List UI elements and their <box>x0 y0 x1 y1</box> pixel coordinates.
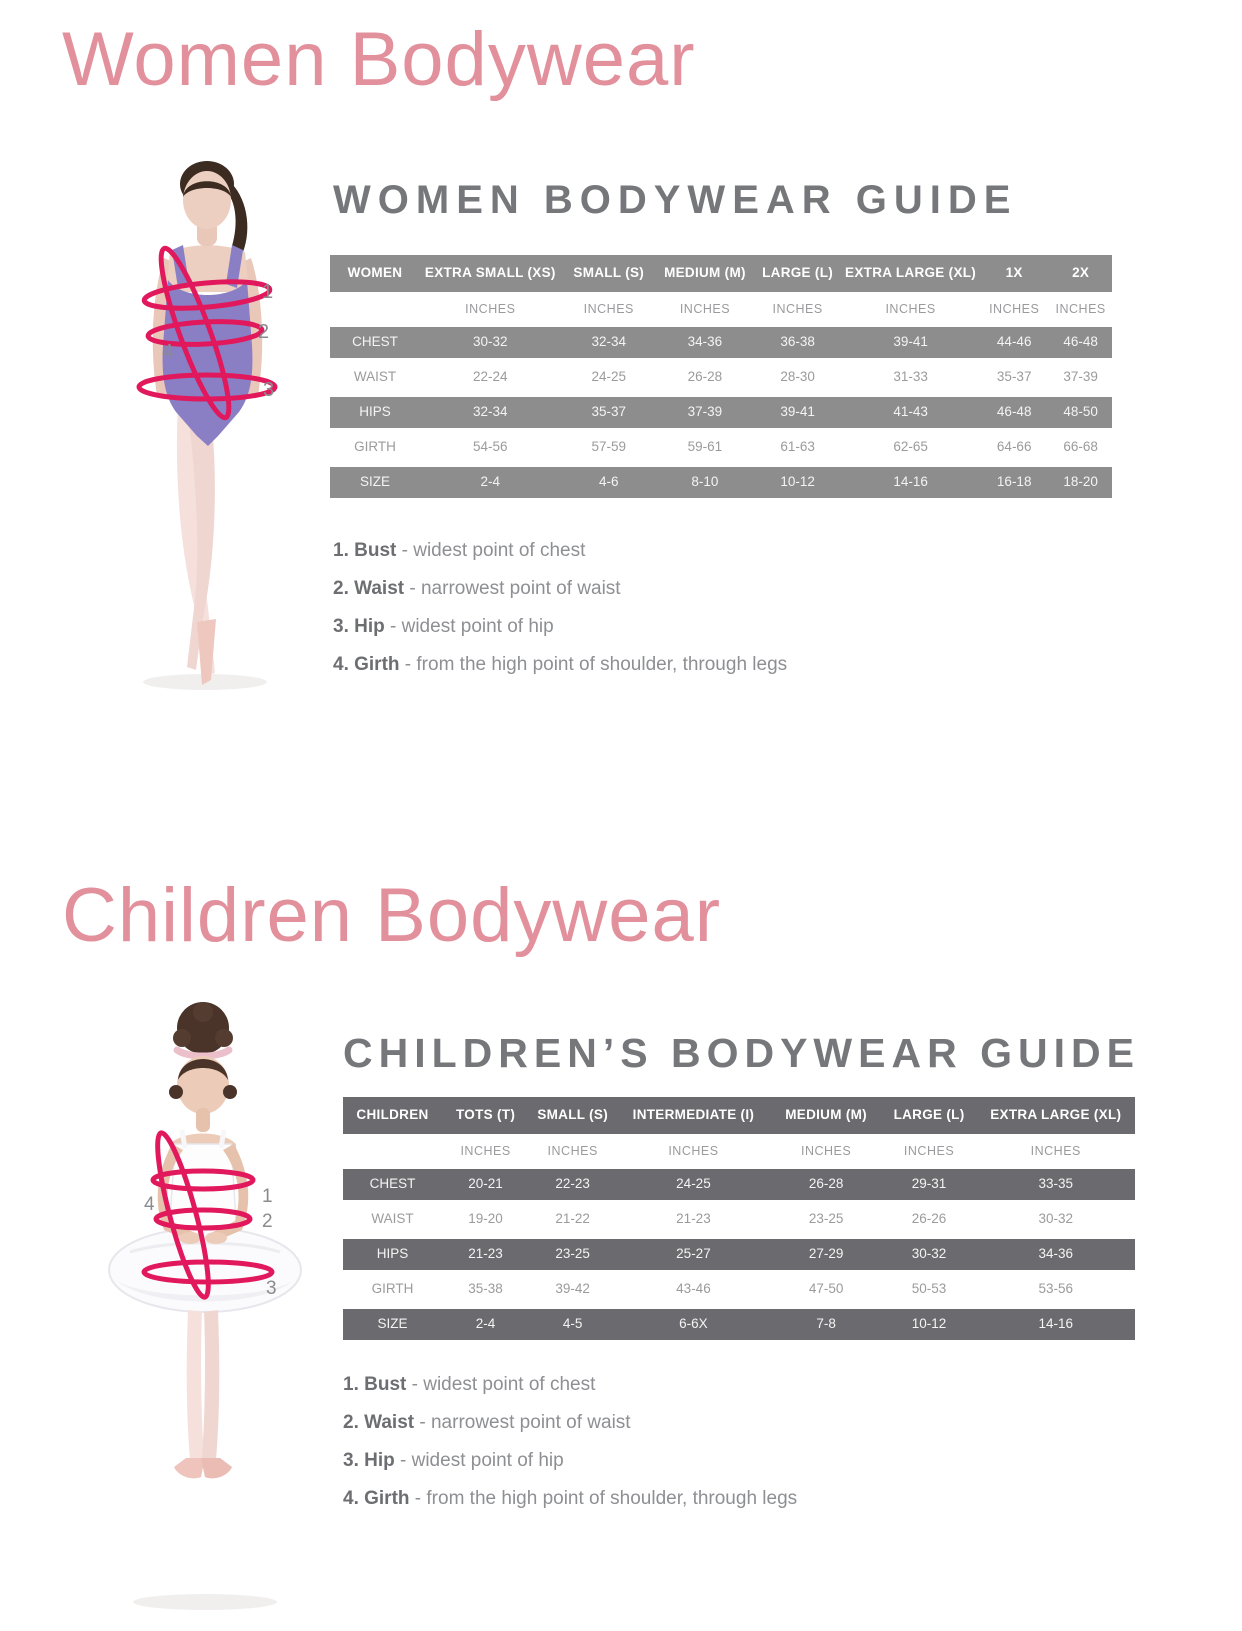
table-cell: 53-56 <box>1038 1281 1074 1297</box>
table-cell: 26-26 <box>911 1211 947 1227</box>
table-cell: 4-5 <box>562 1316 583 1332</box>
women-ring-label-2: 2 <box>258 321 270 343</box>
table-units-row <box>343 1138 1135 1165</box>
table-cell: WOMEN <box>347 265 403 281</box>
table-cell: CHEST <box>352 334 398 350</box>
table-cell: HIPS <box>359 404 391 420</box>
table-cell: EXTRA LARGE (XL) <box>845 265 977 281</box>
table-cell: 36-38 <box>780 334 815 350</box>
women-ring-label-4: 4 <box>162 341 174 363</box>
table-cell: 37-39 <box>687 404 723 420</box>
note-term: 2. Waist <box>333 578 405 599</box>
table-cell: 21-23 <box>676 1211 711 1227</box>
children-section-heading: Children Bodywear <box>62 873 722 958</box>
note-description: - widest point of hip <box>384 616 554 637</box>
table-cell: MEDIUM (M) <box>664 265 746 281</box>
table-cell: 33-35 <box>1038 1176 1074 1192</box>
table-cell: 28-30 <box>780 369 815 385</box>
table-cell: 18-20 <box>1063 474 1098 490</box>
children-ring-label-1: 1 <box>262 1186 273 1207</box>
table-header-row <box>330 255 1112 292</box>
table-cell: 10-12 <box>780 474 815 490</box>
table-cell: 32-34 <box>473 404 508 420</box>
table-cell: 1X <box>1005 265 1023 281</box>
children-measurement-notes <box>343 1374 797 1526</box>
table-cell: 2X <box>1072 265 1090 281</box>
women-figure-illustration <box>60 140 340 700</box>
table-cell: EXTRA SMALL (XS) <box>424 265 556 281</box>
table-cell: 59-61 <box>687 439 723 455</box>
table-cell: 43-46 <box>676 1281 711 1297</box>
table-cell: 35-37 <box>996 369 1032 385</box>
table-cell: INCHES <box>903 1143 955 1158</box>
table-cell: 20-21 <box>468 1176 503 1192</box>
table-cell: 50-53 <box>911 1281 947 1297</box>
table-cell: 35-37 <box>591 404 627 420</box>
note-description: - narrowest point of waist <box>414 1412 631 1433</box>
table-units-row <box>330 296 1112 323</box>
table-cell: 21-22 <box>555 1211 590 1227</box>
table-cell: INCHES <box>465 301 516 316</box>
women-section-heading: Women Bodywear <box>62 17 696 102</box>
children-dancer-image <box>100 980 340 1620</box>
table-cell: 27-29 <box>808 1246 844 1262</box>
note-term: 1. Bust <box>333 540 397 561</box>
table-cell: WAIST <box>353 369 397 385</box>
table-cell: 23-25 <box>555 1246 590 1262</box>
note-term: 3. Hip <box>333 616 385 637</box>
table-cell: TOTS (T) <box>455 1107 516 1123</box>
table-cell: 54-56 <box>473 439 508 455</box>
table-row <box>330 327 1112 358</box>
table-cell: 21-23 <box>468 1246 503 1262</box>
table-cell: LARGE (L) <box>893 1107 965 1123</box>
table-cell: LARGE (L) <box>762 265 834 281</box>
measurement-note <box>333 616 787 638</box>
table-cell: 34-36 <box>687 334 723 350</box>
measurement-note <box>343 1450 797 1472</box>
table-cell: 46-48 <box>1063 334 1098 350</box>
note-term: 4. Girth <box>333 654 400 675</box>
note-description: - narrowest point of waist <box>404 578 621 599</box>
table-cell <box>330 296 420 323</box>
table-cell: INCHES <box>1030 1143 1081 1158</box>
table-cell: 35-38 <box>468 1281 503 1297</box>
table-cell: INCHES <box>800 1143 852 1158</box>
note-term: 2. Waist <box>343 1412 415 1433</box>
measurement-note <box>343 1488 797 1510</box>
note-description: - widest point of hip <box>394 1450 564 1471</box>
table-cell: 37-39 <box>1063 369 1098 385</box>
table-cell: 41-43 <box>893 404 928 420</box>
table-cell: INCHES <box>1055 301 1106 316</box>
measurement-note <box>343 1412 797 1434</box>
table-cell: 44-46 <box>996 334 1032 350</box>
table-cell: 48-50 <box>1063 404 1098 420</box>
table-cell: INCHES <box>547 1143 598 1158</box>
table-cell: 7-8 <box>816 1316 836 1332</box>
table-cell: GIRTH <box>371 1281 414 1297</box>
table-cell: INCHES <box>460 1143 511 1158</box>
note-description: - widest point of chest <box>396 540 586 561</box>
table-cell <box>343 1138 442 1165</box>
table-cell: 6-6X <box>679 1316 708 1332</box>
women-guide-title: WOMEN BODYWEAR GUIDE <box>333 178 1018 222</box>
table-cell: SIZE <box>377 1316 408 1332</box>
table-cell: 26-28 <box>808 1176 844 1192</box>
table-cell: INCHES <box>668 1143 719 1158</box>
table-cell: WAIST <box>371 1211 414 1227</box>
women-ring-label-1: 1 <box>262 281 274 303</box>
table-cell: INCHES <box>772 301 823 316</box>
women-measurement-notes <box>333 540 787 692</box>
table-cell: 29-31 <box>911 1176 947 1192</box>
table-cell: 30-32 <box>911 1246 947 1262</box>
table-cell: INCHES <box>885 301 936 316</box>
table-cell: 19-20 <box>468 1211 503 1227</box>
children-ring-label-4: 4 <box>144 1194 155 1215</box>
table-cell: 62-65 <box>893 439 928 455</box>
note-term: 3. Hip <box>343 1450 395 1471</box>
table-cell: 39-41 <box>780 404 815 420</box>
table-cell: 24-25 <box>676 1176 711 1192</box>
children-ring-label-2: 2 <box>262 1211 273 1232</box>
table-cell: SMALL (S) <box>537 1107 609 1123</box>
table-cell: 8-10 <box>691 474 719 490</box>
table-row <box>330 432 1112 463</box>
children-size-table <box>343 1097 1135 1344</box>
table-cell: 14-16 <box>1038 1316 1074 1332</box>
women-ring-label-3: 3 <box>263 379 275 401</box>
measurement-note <box>333 540 787 562</box>
table-row <box>330 467 1112 498</box>
table-cell: 64-66 <box>996 439 1032 455</box>
table-cell: 47-50 <box>808 1281 844 1297</box>
table-row <box>343 1309 1135 1340</box>
table-row <box>343 1239 1135 1270</box>
table-cell: INTERMEDIATE (I) <box>632 1107 755 1123</box>
table-row <box>343 1204 1135 1235</box>
table-cell: GIRTH <box>354 439 396 455</box>
table-cell: CHEST <box>369 1176 416 1192</box>
table-cell: 2-4 <box>475 1316 496 1332</box>
table-cell: SMALL (S) <box>573 265 645 281</box>
table-cell: HIPS <box>376 1246 409 1262</box>
table-cell: CHILDREN <box>356 1107 429 1123</box>
table-cell: INCHES <box>679 301 731 316</box>
table-row <box>343 1274 1135 1305</box>
note-term: 4. Girth <box>343 1488 410 1509</box>
table-cell: 2-4 <box>480 474 501 490</box>
table-cell: 22-24 <box>473 369 508 385</box>
table-cell: INCHES <box>989 301 1040 316</box>
table-cell: 30-32 <box>1038 1211 1074 1227</box>
table-cell: 57-59 <box>591 439 627 455</box>
table-cell: 61-63 <box>780 439 815 455</box>
table-cell: INCHES <box>583 301 634 316</box>
table-cell: 24-25 <box>591 369 627 385</box>
table-cell: 22-23 <box>555 1176 590 1192</box>
note-description: - widest point of chest <box>406 1374 596 1395</box>
note-description: - from the high point of shoulder, through legs <box>399 654 788 675</box>
measurement-note <box>343 1374 797 1396</box>
table-cell: 32-34 <box>591 334 627 350</box>
table-cell: 10-12 <box>911 1316 947 1332</box>
table-cell: 34-36 <box>1038 1246 1074 1262</box>
table-cell: 31-33 <box>893 369 928 385</box>
women-size-table <box>330 255 1112 502</box>
table-cell: EXTRA LARGE (XL) <box>990 1107 1122 1123</box>
table-cell: 14-16 <box>893 474 928 490</box>
children-figure-illustration <box>100 980 340 1620</box>
table-cell: 30-32 <box>473 334 508 350</box>
table-cell: SIZE <box>359 474 390 490</box>
table-cell: 39-41 <box>893 334 928 350</box>
women-dancer-image <box>60 140 340 700</box>
table-cell: 25-27 <box>676 1246 711 1262</box>
table-cell: 46-48 <box>996 404 1032 420</box>
table-row <box>330 362 1112 393</box>
table-cell: MEDIUM (M) <box>785 1107 867 1123</box>
table-cell: 4-6 <box>599 474 619 490</box>
measurement-note <box>333 578 787 600</box>
table-header-row <box>343 1097 1135 1134</box>
table-row <box>330 397 1112 428</box>
table-cell: 23-25 <box>808 1211 844 1227</box>
children-guide-title: CHILDREN’S BODYWEAR GUIDE <box>343 1030 1140 1076</box>
table-cell: 16-18 <box>996 474 1032 490</box>
note-term: 1. Bust <box>343 1374 407 1395</box>
children-ring-label-3: 3 <box>266 1278 277 1299</box>
table-row <box>343 1169 1135 1200</box>
note-description: - from the high point of shoulder, through legs <box>409 1488 798 1509</box>
table-cell: 26-28 <box>687 369 723 385</box>
table-cell: 39-42 <box>555 1281 590 1297</box>
measurement-note <box>333 654 787 676</box>
table-cell: 66-68 <box>1063 439 1098 455</box>
